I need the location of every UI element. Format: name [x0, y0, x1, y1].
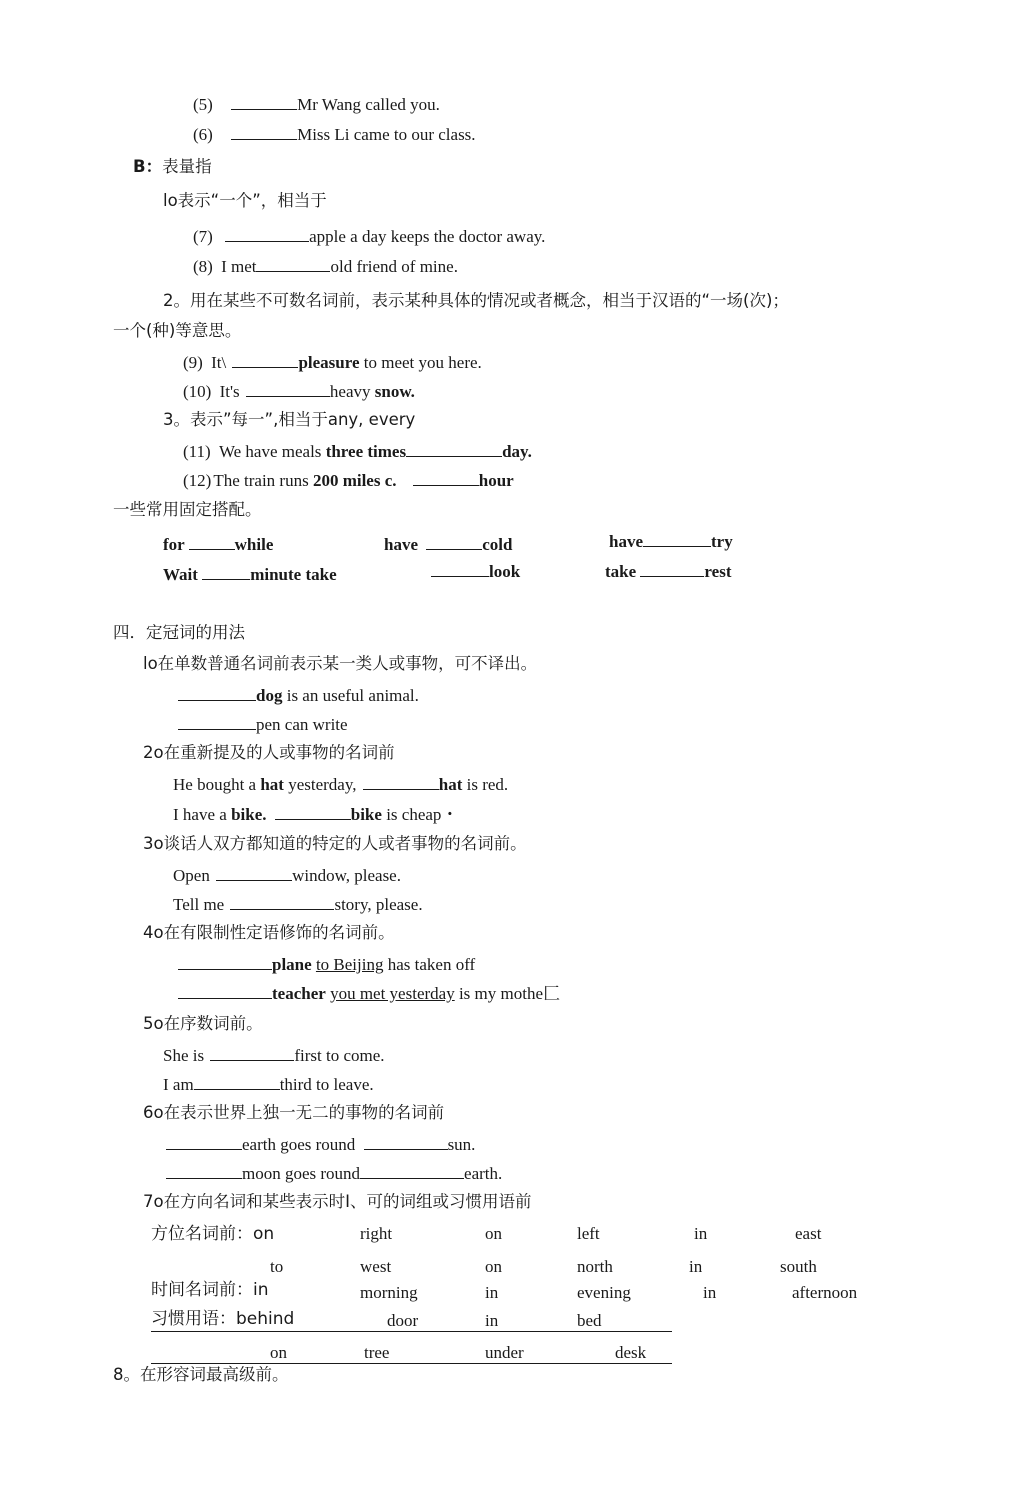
grid-r5-c1: on — [270, 1343, 287, 1362]
example-keyword: hat — [438, 775, 463, 794]
grid-r3-c6: afternoon — [792, 1283, 858, 1302]
usage-5-example-1 — [163, 1045, 385, 1067]
phrase-word: for — [163, 535, 185, 554]
grid-r3-c2: morning — [360, 1283, 418, 1302]
example-text: heavy — [329, 382, 371, 401]
phrase-word: take — [605, 562, 637, 581]
example-prefix: We have meals — [218, 442, 322, 461]
example-text: sun. — [447, 1135, 476, 1154]
example-text: third to leave. — [279, 1075, 374, 1094]
fill-blank — [413, 471, 479, 486]
example-prefix: She is — [163, 1046, 205, 1065]
item-number: (11) — [183, 442, 211, 461]
section-4-title: 四．定冠词的用法 — [113, 623, 245, 642]
grid-r4-c4: bed — [577, 1311, 602, 1330]
example-prefix: Tell me — [173, 895, 225, 914]
phrase-word: Wait — [163, 565, 198, 584]
example-keyword: pleasure — [298, 353, 360, 372]
example-keyword: 200 miles c. — [312, 471, 397, 490]
fill-blank — [426, 535, 482, 550]
fill-blank — [178, 715, 256, 730]
fill-blank — [232, 353, 298, 368]
phrase-word: cold — [482, 535, 513, 554]
grid-r2-c2: west — [360, 1257, 392, 1276]
phrase-word: while — [234, 535, 274, 554]
fill-blank — [246, 382, 330, 397]
fill-blank — [202, 565, 250, 580]
rule-3: 3。表示”每一”,相当于any, every — [163, 410, 416, 429]
fill-blank — [178, 686, 256, 701]
rule-2-line-2: 一个(种)等意思。 — [113, 321, 242, 340]
fill-blank — [194, 1075, 280, 1090]
fill-blank — [178, 984, 272, 999]
grid-r1-c3: on — [485, 1224, 502, 1243]
example-keyword: hat — [260, 775, 284, 794]
phrase-word: have — [384, 535, 418, 554]
example-text: story, please. — [334, 895, 423, 914]
grid-r3-c5: in — [703, 1283, 717, 1302]
item-number: (5) — [193, 95, 213, 114]
example-text: pen can write — [256, 715, 348, 734]
example-text: to meet you here. — [363, 353, 482, 372]
example-prefix: I have a — [173, 805, 227, 824]
item-number: (8) — [193, 257, 213, 276]
example-text: Miss Li came to our class. — [297, 125, 476, 144]
example-keyword: plane — [272, 955, 312, 974]
example-prefix: It's — [219, 382, 240, 401]
grid-r3-c4: evening — [577, 1283, 631, 1302]
example-keyword: teacher — [272, 984, 326, 1003]
fill-blank — [275, 805, 351, 820]
example-keyword: dog — [256, 686, 283, 705]
fill-blank — [364, 1135, 448, 1150]
fill-blank — [406, 442, 502, 457]
underlined-modifier: you met yesterday — [330, 984, 455, 1003]
fill-blank — [360, 1164, 464, 1179]
fill-blank — [225, 227, 309, 242]
example-prefix: I am — [163, 1075, 194, 1094]
example-text: is my mothe匚 — [458, 984, 561, 1003]
item-number: (6) — [193, 125, 213, 144]
example-prefix: He bought a — [173, 775, 257, 794]
grid-r1-c1: 方位名词前：on — [151, 1224, 275, 1244]
example-text: is an useful animal. — [286, 686, 419, 705]
fill-blank — [231, 95, 297, 110]
usage-4: 4o在有限制性定语修饰的名词前。 — [143, 923, 395, 942]
collocation-have-cold — [384, 534, 512, 556]
usage-1-example-2 — [178, 714, 348, 736]
example-text: earth. — [464, 1164, 503, 1183]
collocation-have-try — [609, 531, 733, 553]
usage-2: 2o在重新提及的人或事物的名词前 — [143, 743, 395, 762]
fill-blank — [210, 1046, 294, 1061]
example-10 — [183, 381, 415, 403]
usage-3-example-2 — [173, 894, 423, 916]
fill-blank — [189, 535, 235, 550]
example-text: yesterday, — [288, 775, 357, 794]
example-text: moon goes round — [242, 1164, 361, 1183]
usage-8: 8。在形容词最高级前。 — [113, 1365, 289, 1384]
example-keyword: day. — [502, 442, 532, 461]
grid-r5-c2: tree — [364, 1343, 390, 1362]
example-7 — [193, 226, 545, 248]
example-text: earth goes round — [242, 1135, 356, 1154]
usage-2-example-2 — [173, 804, 458, 826]
grid-r4-c1: 习惯用语：behind — [151, 1309, 295, 1329]
example-text: apple a day keeps the doctor away. — [309, 227, 546, 246]
grid-r5-c3: under — [485, 1343, 524, 1362]
fill-blank — [643, 532, 711, 547]
example-keyword: snow. — [374, 382, 415, 401]
usage-6-example-1 — [166, 1134, 475, 1156]
example-prefix: It\ — [211, 353, 227, 372]
fill-blank — [231, 125, 297, 140]
usage-5: 5o在序数词前。 — [143, 1014, 263, 1033]
rule-1: lo表示“一个”，相当于 — [163, 191, 327, 210]
example-text: old friend of mine. — [330, 257, 458, 276]
collocation-wait-minute — [163, 564, 337, 586]
example-9 — [183, 352, 482, 374]
example-keyword: three times — [325, 442, 407, 461]
phrase-word: try — [711, 532, 733, 551]
example-text: has taken off — [387, 955, 476, 974]
example-6 — [193, 124, 476, 146]
usage-6: 6o在表示世界上独一无二的事物的名词前 — [143, 1103, 445, 1122]
grid-r3-c3: in — [485, 1283, 499, 1302]
collocation-take-rest — [605, 561, 731, 583]
grid-r2-c1: to — [270, 1257, 284, 1276]
section-b-heading — [133, 156, 212, 178]
underlined-modifier: to Beijing — [315, 955, 384, 974]
grid-r5-c4: desk — [615, 1343, 647, 1362]
phrase-word: minute take — [250, 565, 337, 584]
usage-1: lo在单数普通名词前表示某一类人或事物，可不译出。 — [143, 654, 538, 673]
grid-r2-c6: south — [780, 1257, 817, 1276]
item-number: (9) — [183, 353, 203, 372]
fixed-collocations-title: 一些常用固定搭配。 — [113, 500, 262, 519]
usage-4-example-2 — [178, 983, 560, 1005]
grid-r4-c2: door — [387, 1311, 419, 1330]
grid-r1-c5: in — [694, 1224, 708, 1243]
example-keyword: bike — [350, 805, 382, 824]
grid-r1-c2: right — [360, 1224, 393, 1243]
fill-blank — [216, 866, 292, 881]
example-prefix: The train runs — [213, 471, 309, 490]
phrase-word: look — [489, 562, 521, 581]
section-letter: B： — [133, 157, 163, 176]
usage-3: 3o谈话人双方都知道的特定的人或者事物的名词前。 — [143, 834, 527, 853]
fill-blank — [363, 775, 439, 790]
example-prefix: Open — [173, 866, 210, 885]
usage-6-example-2 — [166, 1163, 502, 1185]
collocation-take-look — [431, 561, 520, 583]
grid-r2-c5: in — [689, 1257, 703, 1276]
example-text: is red. — [466, 775, 509, 794]
example-11 — [183, 441, 532, 463]
grid-r3-c1: 时间名词前：in — [151, 1280, 269, 1300]
grid-r2-c4: north — [577, 1257, 613, 1276]
fill-blank — [178, 955, 272, 970]
example-text: window, please. — [292, 866, 401, 885]
example-keyword: hour — [478, 471, 514, 490]
fill-blank — [431, 562, 489, 577]
grid-r1-c6: east — [795, 1224, 822, 1243]
fill-blank — [256, 257, 330, 272]
phrase-word: rest — [704, 562, 732, 581]
usage-1-example-1 — [178, 685, 419, 707]
phrase-word: have — [609, 532, 643, 551]
example-text: is cheap・ — [386, 805, 459, 824]
fill-blank — [166, 1135, 242, 1150]
example-8 — [193, 256, 458, 278]
rule-2-line-1: 2。用在某些不可数名词前，表示某种具体的情况或者概念，相当于汉语的“一场(次)； — [163, 291, 789, 310]
table-rule — [151, 1331, 672, 1332]
fill-blank — [230, 895, 334, 910]
example-text: Mr Wang called you. — [297, 95, 440, 114]
collocation-for-while — [163, 534, 273, 556]
example-keyword: bike. — [231, 805, 267, 824]
usage-2-example-1 — [173, 774, 508, 796]
grid-r2-c3: on — [485, 1257, 502, 1276]
example-prefix: I met — [221, 257, 257, 276]
section-title: 表量指 — [162, 157, 212, 176]
grid-r1-c4: left — [577, 1224, 600, 1243]
item-number: (7) — [193, 227, 213, 246]
usage-4-example-1 — [178, 954, 475, 976]
fill-blank — [166, 1164, 242, 1179]
item-number: (12) — [183, 471, 212, 490]
example-12 — [183, 470, 514, 492]
usage-5-example-2 — [163, 1074, 374, 1096]
usage-3-example-1 — [173, 865, 401, 887]
example-5 — [193, 94, 440, 116]
usage-7: 7o在方向名词和某些表示时I、可的词组或习惯用语前 — [143, 1192, 532, 1211]
item-number: (10) — [183, 382, 212, 401]
grid-r4-c3: in — [485, 1311, 499, 1330]
example-text: first to come. — [294, 1046, 385, 1065]
fill-blank — [640, 562, 704, 577]
